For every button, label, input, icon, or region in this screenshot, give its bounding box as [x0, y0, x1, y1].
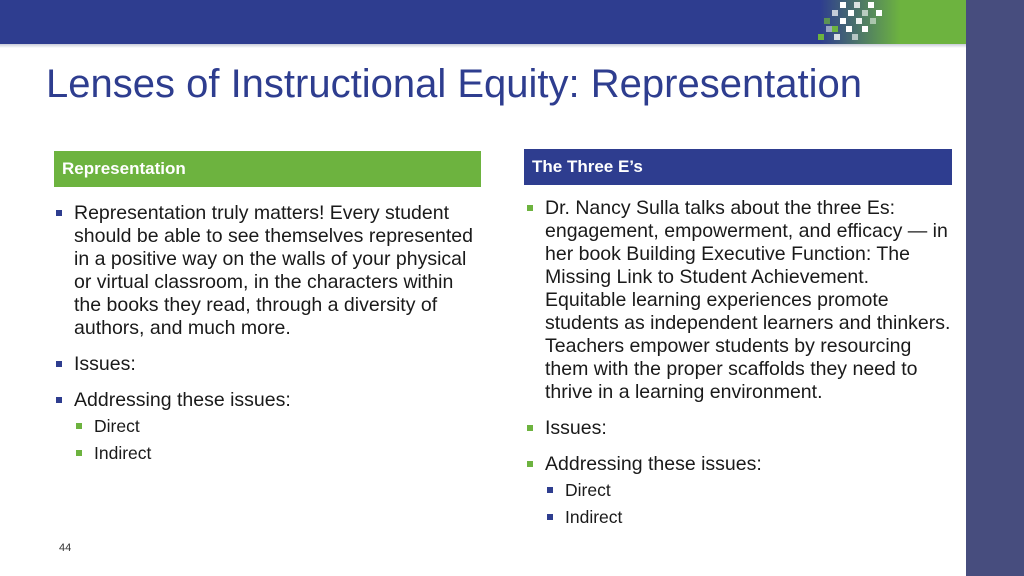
bullet-text: Dr. Nancy Sulla talks about the three Es: engagement, empowerment, and efficacy — in her book Building Executive Function: The Missing Link to Student Achievement. Equitable learning experiences promote students as independent learners and thinkers. Teachers empower students by resourcing them with the proper scaffolds they need to thrive in a learning environment.	[545, 197, 951, 403]
sub-bullet-item	[545, 506, 952, 528]
square-bullet-icon	[76, 450, 82, 456]
pixel-pattern-logo	[814, 0, 888, 44]
sub-bullet-item	[74, 442, 481, 464]
square-bullet-icon	[56, 397, 62, 403]
bullet-text: Issues:	[545, 417, 607, 439]
page-number: 44	[59, 542, 72, 554]
square-bullet-icon	[527, 461, 533, 467]
sub-bullet-list	[545, 479, 952, 528]
bullet-item	[56, 353, 481, 376]
bullet-text: Addressing these issues:	[545, 453, 762, 475]
square-bullet-icon	[527, 425, 533, 431]
square-bullet-icon	[527, 205, 533, 211]
bullet-text: Addressing these issues:	[74, 389, 291, 411]
three-es-bullet-list	[527, 197, 952, 541]
representation-bullet-list	[56, 202, 481, 477]
sub-bullet-text: Indirect	[565, 507, 623, 527]
sub-bullet-item	[545, 479, 952, 501]
top-banner-shadow	[0, 44, 966, 48]
bullet-text: Issues:	[74, 353, 136, 375]
sub-bullet-item	[74, 415, 481, 437]
three-es-header: The Three E’s	[524, 149, 952, 185]
square-bullet-icon	[547, 514, 553, 520]
sub-bullet-list	[74, 415, 481, 464]
bullet-item	[527, 453, 952, 528]
representation-header: Representation	[54, 151, 481, 187]
square-bullet-icon	[56, 361, 62, 367]
bullet-item	[527, 417, 952, 440]
square-bullet-icon	[76, 423, 82, 429]
sub-bullet-text: Direct	[94, 416, 140, 436]
bullet-text: Representation truly matters! Every student should be able to see themselves represented in a positive way on the walls of your physical or virtual classroom, in the characters within the books they read, through a diversity of authors, and much more.	[74, 202, 473, 339]
bullet-item	[56, 202, 481, 340]
bullet-item	[527, 197, 952, 404]
slide-title: Lenses of Instructional Equity: Representation	[46, 62, 863, 106]
bullet-item	[56, 389, 481, 464]
right-side-bar	[966, 0, 1024, 576]
sub-bullet-text: Direct	[565, 480, 611, 500]
square-bullet-icon	[547, 487, 553, 493]
square-bullet-icon	[56, 210, 62, 216]
sub-bullet-text: Indirect	[94, 443, 152, 463]
